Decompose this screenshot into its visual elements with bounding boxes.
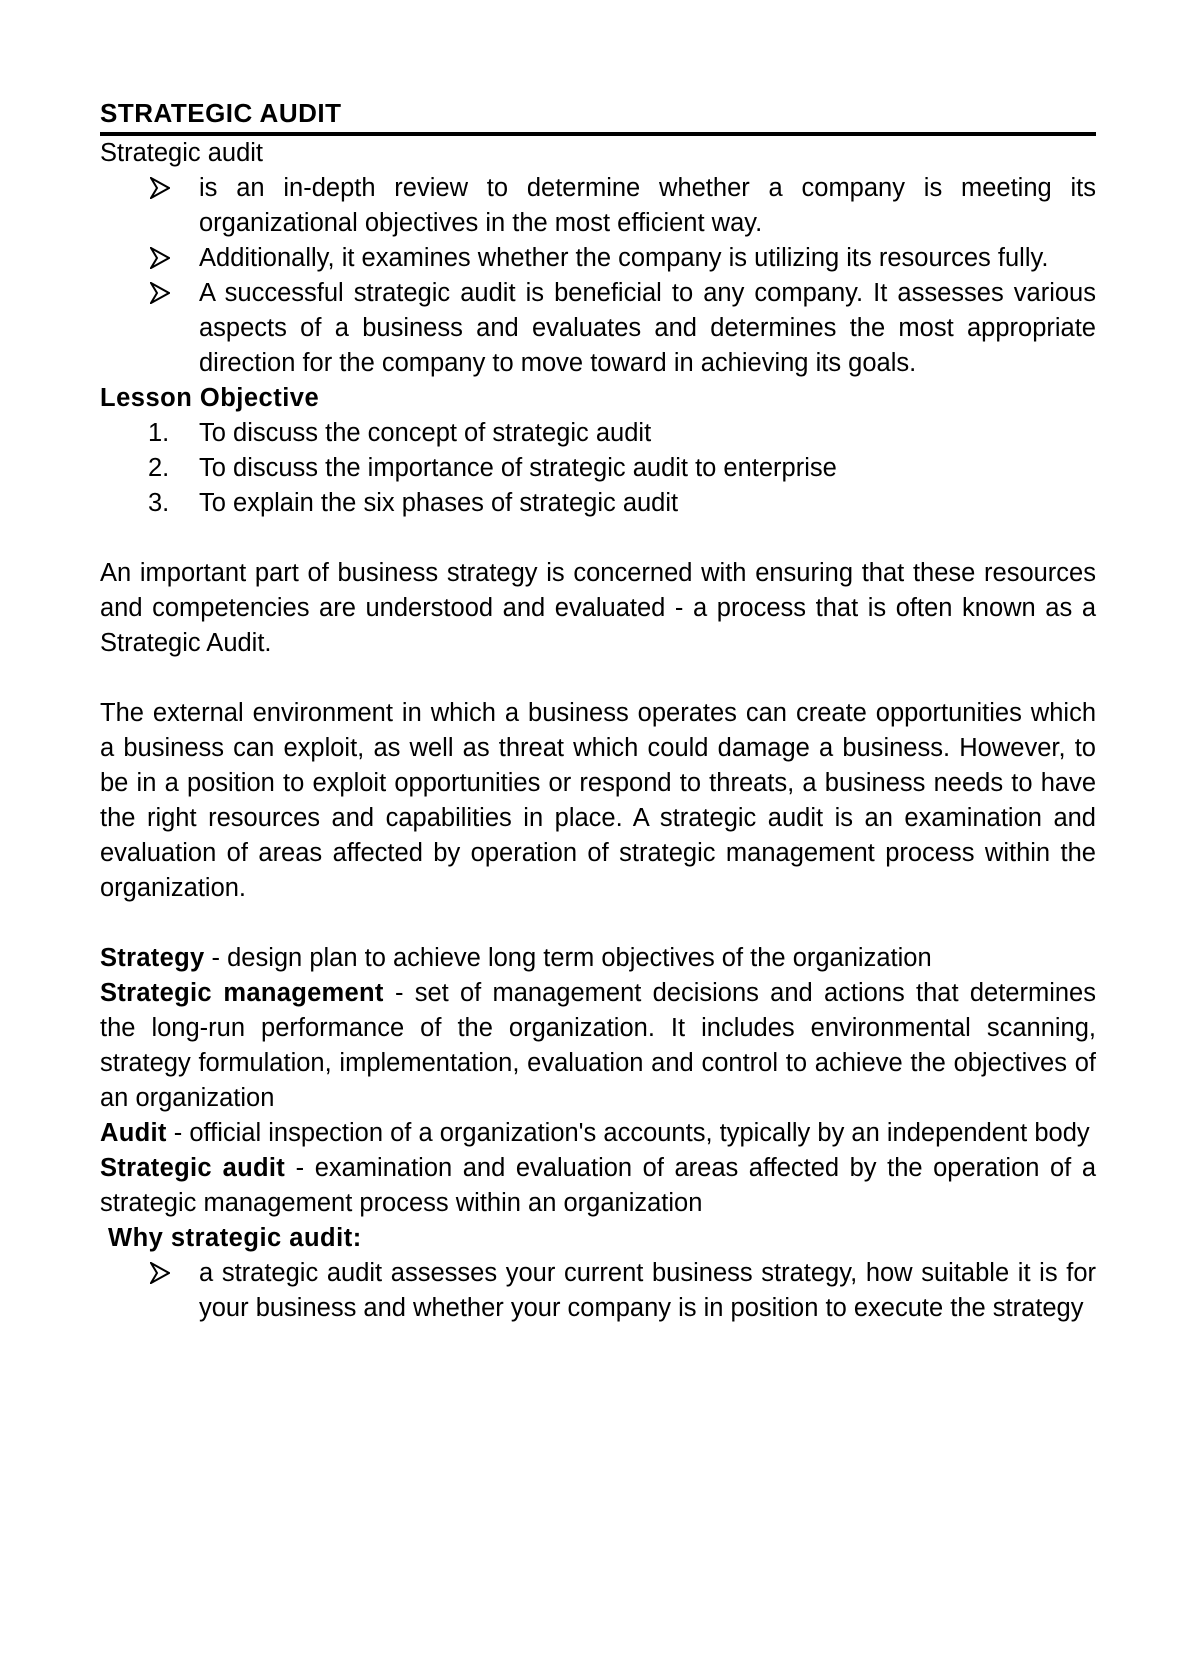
definition-text: - design plan to achieve long term objectives of the organization <box>204 944 932 972</box>
definition-strategic-audit <box>100 1151 1096 1221</box>
list-number: 3. <box>148 489 170 517</box>
list-item-text: To explain the six phases of strategic audit <box>199 489 679 517</box>
arrow-bullet-icon <box>150 1256 180 1291</box>
definition-text: - examination and evaluation of areas affected by the operation of a strategic management process within an organization <box>100 1154 1096 1217</box>
definition-term: Strategic management <box>100 979 384 1007</box>
definition-text: - official inspection of a organization's accounts, typically by an independent body <box>166 1119 1090 1147</box>
definition-strategy <box>100 941 1096 976</box>
list-item-text: Additionally, it examines whether the company is utilizing its resources fully. <box>199 244 1049 272</box>
list-item <box>100 486 1096 521</box>
list-number: 2. <box>148 454 170 482</box>
page-title: STRATEGIC AUDIT <box>100 96 1096 136</box>
list-item <box>100 451 1096 486</box>
spacer <box>100 906 1096 941</box>
list-item-text: a strategic audit assesses your current business strategy, how suitable it is for your business and whether your company is in position to execute the strategy <box>199 1259 1096 1322</box>
lesson-objective-heading: Lesson Objective <box>100 384 320 412</box>
why-strategic-audit-heading: Why strategic audit: <box>108 1224 362 1252</box>
arrow-bullet-icon <box>150 276 180 311</box>
definition-strategic-management <box>100 976 1096 1116</box>
intro-label: Strategic audit <box>100 139 264 167</box>
list-item <box>100 276 1096 381</box>
list-item-text: To discuss the concept of strategic audit <box>199 419 652 447</box>
arrow-bullet-icon <box>150 171 180 206</box>
list-item <box>100 241 1096 276</box>
list-item <box>100 171 1096 241</box>
list-number: 1. <box>148 419 170 447</box>
definition-text: - set of management decisions and actions that determines the long-run performance of the organization. It includes environmental scanning, strategy formulation, implementation, evaluation and control to achieve the objectives of an organization <box>100 979 1096 1112</box>
list-item-text: To discuss the importance of strategic audit to enterprise <box>199 454 837 482</box>
definition-term: Strategic audit <box>100 1154 286 1182</box>
list-item-text: is an in-depth review to determine whether a company is meeting its organizational objectives in the most efficient way. <box>199 174 1096 237</box>
definition-term: Strategy <box>100 944 205 972</box>
paragraph-external-environment: The external environment in which a business operates can create opportunities which a business can exploit, as well as threat which could damage a business. However, to be in a position to exploit opportunities or respond to threats, a business needs to have the right resources and capabilities in place. A strategic audit is an examination and evaluation of areas affected by operation of strategic management process within the organization. <box>100 699 1096 902</box>
intro-bullet-list <box>100 171 1096 381</box>
why-bullet-list <box>100 1256 1096 1326</box>
arrow-bullet-icon <box>150 241 180 276</box>
paragraph-business-strategy: An important part of business strategy is concerned with ensuring that these resources and competencies are understood and evaluated - a process that is often known as a Strategic Audit. <box>100 559 1096 657</box>
list-item-text: A successful strategic audit is beneficial to any company. It assesses various aspects of a business and evaluates and determines the most appropriate direction for the company to move toward in achieving its goals. <box>199 279 1096 377</box>
document-page <box>100 96 1096 1326</box>
definition-audit <box>100 1116 1096 1151</box>
list-item <box>100 416 1096 451</box>
definition-term: Audit <box>100 1119 167 1147</box>
objective-list <box>100 416 1096 521</box>
list-item <box>100 1256 1096 1326</box>
spacer <box>100 661 1096 696</box>
spacer <box>100 521 1096 556</box>
